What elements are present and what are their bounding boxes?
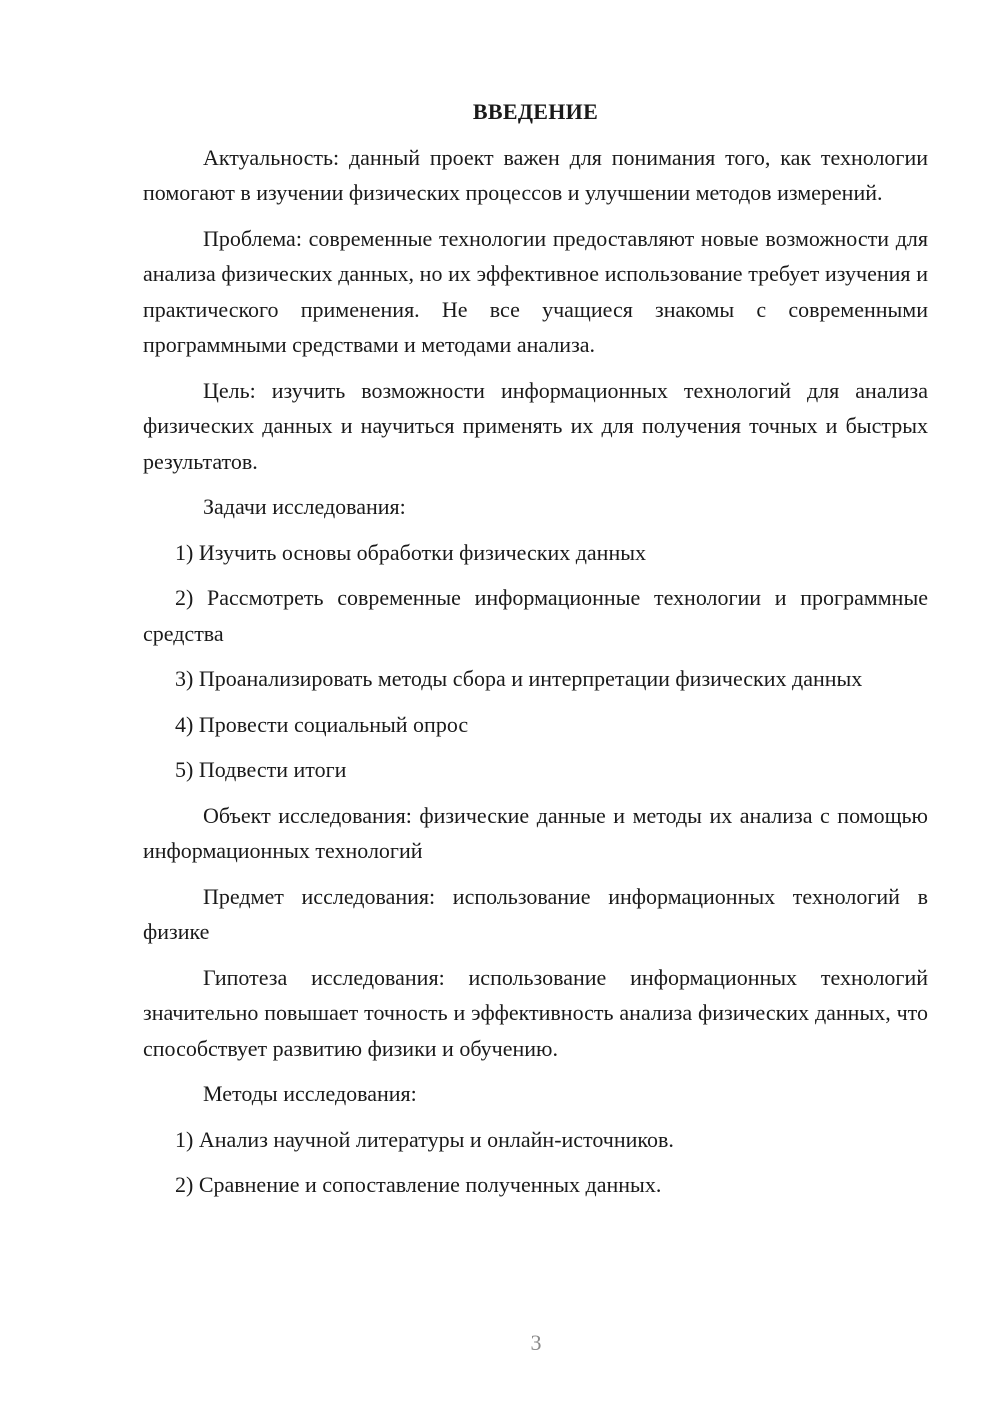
- task-item: 4) Провести социальный опрос: [175, 711, 469, 737]
- object-paragraph: Объект исследования: физические данные и методы их анализа с помощью информационных технологий: [143, 802, 928, 863]
- tasks-heading: Задачи исследования:: [203, 494, 406, 519]
- task-item: 1) Изучить основы обработки физических данных: [175, 539, 647, 565]
- task-item: 3) Проанализировать методы сбора и интерпретации физических данных: [175, 666, 863, 691]
- goal-paragraph: Цель: изучить возможности информационных технологий для анализа физических данных и научиться применять их для получения точных и быстрых результатов.: [143, 377, 928, 474]
- subject-paragraph: Предмет исследования: использование информационных технологий в физике: [143, 883, 928, 944]
- page-content: [143, 94, 928, 1213]
- task-item: 5) Подвести итоги: [175, 757, 347, 782]
- page-number: 3: [530, 1330, 542, 1355]
- problem-paragraph: Проблема: современные технологии предоставляют новые возможности для анализа физических данных, но их эффективное использование требует изучения и практического применения. Не все учащиеся знакомы с современными программными средствами и методами анализа.: [143, 225, 928, 357]
- task-item: 2) Рассмотреть современные информационные технологии и программные средства: [143, 585, 928, 646]
- hypothesis-paragraph: Гипотеза исследования: использование информационных технологий значительно повышает точность и эффективность анализа физических данных, что способствует развитию физики и обучению.: [143, 964, 928, 1061]
- method-item: 2) Сравнение и сопоставление полученных данных.: [175, 1172, 662, 1197]
- relevance-paragraph: Актуальность: данный проект важен для понимания того, как технологии помогают в изучении физических процессов и улучшении методов измерений.: [143, 144, 928, 205]
- page-title: ВВЕДЕНИЕ: [472, 99, 599, 124]
- method-item: 1) Анализ научной литературы и онлайн-источников.: [175, 1126, 674, 1152]
- methods-heading: Методы исследования:: [203, 1081, 417, 1106]
